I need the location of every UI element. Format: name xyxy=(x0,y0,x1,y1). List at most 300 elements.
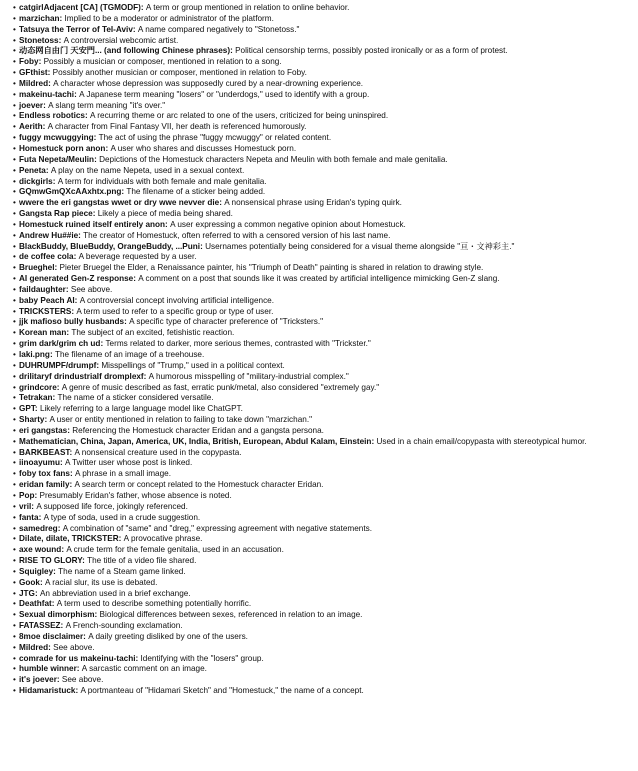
glossary-term: Tatsuya the Terror of Tel-Aviv xyxy=(19,24,133,34)
glossary-entry xyxy=(13,307,636,318)
glossary-entry xyxy=(13,426,636,437)
glossary-entry xyxy=(13,285,636,296)
bullet-icon: • xyxy=(13,3,16,12)
term-separator: : xyxy=(230,46,236,56)
glossary-entry xyxy=(13,3,636,14)
bullet-icon: • xyxy=(13,621,16,631)
term-separator: : xyxy=(83,631,89,641)
term-separator: : xyxy=(69,469,75,479)
glossary-entry xyxy=(13,578,636,589)
glossary-entry xyxy=(13,350,636,361)
glossary-entry xyxy=(13,372,636,383)
glossary-definition: A combination of "same" and "dreg," expressing agreement with negative statements. xyxy=(62,523,372,533)
term-separator: : xyxy=(124,317,130,327)
glossary-term: grim dark/grim ch ud xyxy=(19,339,101,349)
glossary-entry xyxy=(13,198,636,209)
glossary-term: Mildred xyxy=(19,642,49,652)
bullet-icon: • xyxy=(13,577,16,587)
bullet-icon: • xyxy=(13,89,16,99)
glossary-term: BlackBuddy, BlueBuddy, OrangeBuddy, ...Puni xyxy=(19,241,201,251)
bullet-icon: • xyxy=(13,122,16,132)
glossary-definition: Presumably Eridan's father, whose absence is noted. xyxy=(39,490,232,500)
term-separator: : xyxy=(94,610,100,620)
glossary-entry xyxy=(13,231,636,242)
glossary-term: Hidamaristuck xyxy=(19,686,76,696)
bullet-icon: • xyxy=(13,458,16,468)
term-separator: : xyxy=(75,686,81,696)
term-separator: : xyxy=(371,436,377,446)
glossary-entry xyxy=(13,25,636,36)
glossary-term: jjk mafioso bully husbands xyxy=(19,317,125,327)
glossary-term: vril xyxy=(19,501,32,511)
glossary-term: Homestuck ruined itself entirely anon xyxy=(19,219,166,229)
term-separator: : xyxy=(96,360,102,370)
glossary-entry xyxy=(13,664,636,675)
glossary-term: foby tox fans xyxy=(19,469,70,479)
glossary-term: catgirlAdjacent [CA] (TGMODF) xyxy=(19,3,141,12)
glossary-entry xyxy=(13,556,636,567)
glossary-definition: A sarcastic comment on an image. xyxy=(81,664,207,674)
glossary-definition: A provocative phrase. xyxy=(123,534,203,544)
glossary-term: Deathfat xyxy=(19,599,52,609)
term-separator: : xyxy=(73,252,79,262)
term-separator: : xyxy=(49,350,55,359)
glossary-definition: Used in a chain email/copypasta with stereotypical humor. xyxy=(376,436,587,446)
term-separator: : xyxy=(48,78,54,88)
bullet-icon: • xyxy=(13,393,16,403)
bullet-icon: • xyxy=(13,469,16,479)
term-separator: : xyxy=(59,13,65,23)
glossary-definition: A search term or concept related to the Homestuck character Eridan. xyxy=(74,480,324,490)
glossary-term: GPT xyxy=(19,404,35,414)
glossary-term: Gook xyxy=(19,577,40,587)
glossary-term: Korean man xyxy=(19,328,67,338)
bullet-icon: • xyxy=(13,252,16,262)
glossary-entry xyxy=(13,589,636,600)
term-separator: : xyxy=(43,100,49,110)
glossary-definition: Possibly a musician or composer, mentioned in relation to a song. xyxy=(43,57,282,67)
term-separator: : xyxy=(42,122,48,132)
glossary-list xyxy=(13,3,636,697)
glossary-definition: Referencing the Homestuck character Eridan and a gangsta persona. xyxy=(72,425,324,435)
glossary-term: samedreg xyxy=(19,523,58,533)
bullet-icon: • xyxy=(13,566,16,576)
glossary-term: TRICKSTERS xyxy=(19,306,72,316)
glossary-definition: A humorous misspelling of "military-industrial complex." xyxy=(148,371,349,381)
glossary-definition: A specific type of character preference of "Tricksters." xyxy=(129,317,324,327)
glossary-definition: A recurring theme or arc related to one of the users, criticized for being uninspired. xyxy=(90,111,389,121)
glossary-term: de coffee cola xyxy=(19,252,74,262)
term-separator: : xyxy=(38,512,44,522)
glossary-entry xyxy=(13,111,636,122)
glossary-entry xyxy=(13,534,636,545)
term-separator: : xyxy=(69,447,75,457)
glossary-entry xyxy=(13,415,636,426)
glossary-term: Pop xyxy=(19,490,35,500)
bullet-icon: • xyxy=(13,274,16,284)
glossary-definition: A French-sounding exclamation. xyxy=(65,621,183,631)
glossary-term: joever xyxy=(19,100,44,110)
glossary-entry xyxy=(13,437,636,448)
bullet-icon: • xyxy=(13,111,16,121)
glossary-definition: Likely referring to a large language model like ChatGPT. xyxy=(39,404,243,414)
glossary-entry xyxy=(13,513,636,524)
glossary-term: axe wound xyxy=(19,545,62,555)
term-separator: : xyxy=(39,577,45,587)
glossary-definition: Possibly another musician or composer, mentioned in relation to Foby. xyxy=(52,68,307,78)
glossary-term: DUHRUMPF/drumpf xyxy=(19,360,97,370)
bullet-icon: • xyxy=(13,100,16,110)
glossary-term: it's joever xyxy=(19,675,57,685)
glossary-term: JTG xyxy=(19,588,35,598)
glossary-entry xyxy=(13,469,636,480)
term-separator: : xyxy=(78,230,84,240)
bullet-icon: • xyxy=(13,512,16,522)
bullet-icon: • xyxy=(13,143,16,153)
glossary-term: marzichan xyxy=(19,13,60,23)
glossary-definition: A nonsensical phrase using Eridan's typing quirk. xyxy=(224,198,402,208)
term-separator: : xyxy=(66,328,72,338)
bullet-icon: • xyxy=(13,35,16,45)
glossary-definition: A slang term meaning "it's over." xyxy=(48,100,166,110)
glossary-entry xyxy=(13,220,636,231)
term-separator: : xyxy=(200,241,206,251)
glossary-entry xyxy=(13,383,636,394)
glossary-term: FATASSEZ xyxy=(19,621,61,631)
bullet-icon: • xyxy=(13,371,16,381)
bullet-icon: • xyxy=(13,78,16,88)
term-separator: : xyxy=(67,425,73,435)
glossary-entry xyxy=(13,567,636,578)
glossary-definition: Biological differences between sexes, referenced in relation to an image. xyxy=(99,610,363,620)
glossary-term: BARKBEAST xyxy=(19,447,70,457)
glossary-term: laki.png xyxy=(19,350,50,359)
term-separator: : xyxy=(118,534,124,544)
glossary-term: Brueghel xyxy=(19,263,55,273)
glossary-definition: A play on the name Nepeta, used in a sexual context. xyxy=(50,165,245,175)
bullet-icon: • xyxy=(13,534,16,544)
bullet-icon: • xyxy=(13,675,16,685)
bullet-icon: • xyxy=(13,68,16,78)
glossary-entry xyxy=(13,209,636,220)
glossary-definition: A crude term for the female genitalia, used in an accusation. xyxy=(66,545,284,555)
glossary-entry xyxy=(13,328,636,339)
glossary-entry xyxy=(13,643,636,654)
bullet-icon: • xyxy=(13,447,16,457)
term-separator: : xyxy=(56,382,62,392)
bullet-icon: • xyxy=(13,425,16,435)
bullet-icon: • xyxy=(13,610,16,620)
term-separator: : xyxy=(92,209,98,219)
glossary-term: faildaughter xyxy=(19,284,66,294)
glossary-term: Foby xyxy=(19,57,39,67)
bullet-icon: • xyxy=(13,46,16,56)
term-separator: : xyxy=(57,523,63,533)
bullet-icon: • xyxy=(13,501,16,511)
glossary-term: 8moe disclaimer xyxy=(19,631,84,641)
glossary-term: 动态网自由门 天安門... (and following Chinese phrases) xyxy=(19,46,231,56)
glossary-definition: The filename of a sticker being added. xyxy=(126,187,266,197)
bullet-icon: • xyxy=(13,382,16,392)
glossary-entry xyxy=(13,458,636,469)
term-separator: : xyxy=(34,588,40,598)
bullet-icon: • xyxy=(13,317,16,327)
glossary-term: Sexual dimorphism xyxy=(19,610,95,620)
glossary-entry xyxy=(13,448,636,459)
bullet-icon: • xyxy=(13,686,16,696)
bullet-icon: • xyxy=(13,480,16,490)
glossary-entry xyxy=(13,263,636,274)
glossary-definition: See above. xyxy=(53,642,95,652)
glossary-definition: A term used to describe something potentially horrific. xyxy=(56,599,252,609)
glossary-entry xyxy=(13,599,636,610)
glossary-entry xyxy=(13,122,636,133)
term-separator: : xyxy=(60,621,66,631)
glossary-definition: A Japanese term meaning "losers" or "underdogs," used to identify with a group. xyxy=(79,89,370,99)
bullet-icon: • xyxy=(13,165,16,175)
glossary-term: makeinu-tachi xyxy=(19,89,75,99)
glossary-definition: A term or group mentioned in relation to online behavior. xyxy=(145,3,350,12)
bullet-icon: • xyxy=(13,187,16,197)
glossary-definition: A comment on a post that sounds like it was created by artificial intelligence mimicking Gen-Z slang. xyxy=(138,274,500,284)
glossary-definition: The subject of an excited, fetishistic reaction. xyxy=(71,328,235,338)
bullet-icon: • xyxy=(13,263,16,273)
glossary-term: dickgirls xyxy=(19,176,53,186)
bullet-icon: • xyxy=(13,599,16,609)
glossary-term: humble winner xyxy=(19,664,77,674)
glossary-definition: A user or entity mentioned in relation to failing to take down "marzichan." xyxy=(49,415,312,425)
glossary-term: Squigley xyxy=(19,566,54,576)
term-separator: : xyxy=(58,35,64,45)
glossary-term: GQmwGmQXcAAxhtx.png xyxy=(19,187,122,197)
glossary-term: RISE TO GLORY xyxy=(19,556,83,566)
glossary-entry xyxy=(13,187,636,198)
bullet-icon: • xyxy=(13,631,16,641)
term-separator: : xyxy=(105,143,111,153)
glossary-definition: Pieter Bruegel the Elder, a Renaissance painter, his "Triumph of Death" painting is shared in relation to drawing style. xyxy=(59,263,484,273)
glossary-definition: A portmanteau of "Hidamari Sketch" and "Homestuck," the name of a concept. xyxy=(80,686,364,696)
glossary-definition: A supposed life force, jokingly referenced. xyxy=(36,501,188,511)
glossary-definition: Likely a piece of media being shared. xyxy=(97,209,233,219)
glossary-entry xyxy=(13,166,636,177)
term-separator: : xyxy=(165,219,171,229)
term-separator: : xyxy=(52,176,58,186)
glossary-definition: Depictions of the Homestuck characters Nepeta and Meulin with both female and male genitalia. xyxy=(99,154,448,164)
glossary-definition: A daily greeting disliked by one of the users. xyxy=(88,631,248,641)
term-separator: : xyxy=(76,664,82,674)
bullet-icon: • xyxy=(13,642,16,652)
glossary-entry xyxy=(13,177,636,188)
glossary-definition: The name of a sticker considered versatile. xyxy=(57,393,214,403)
glossary-entry xyxy=(13,296,636,307)
glossary-term: fanta xyxy=(19,512,39,522)
term-separator: : xyxy=(54,263,60,273)
term-separator: : xyxy=(94,154,100,164)
glossary-definition: A beverage requested by a user. xyxy=(78,252,197,262)
bullet-icon: • xyxy=(13,176,16,186)
bullet-icon: • xyxy=(13,545,16,555)
term-separator: : xyxy=(133,274,139,284)
bullet-icon: • xyxy=(13,154,16,164)
term-separator: : xyxy=(47,68,53,78)
glossary-definition: The act of using the phrase "fuggy mcwuggy" or related content. xyxy=(98,133,332,143)
glossary-entry xyxy=(13,14,636,25)
glossary-entry xyxy=(13,57,636,68)
term-separator: : xyxy=(69,480,75,490)
term-separator: : xyxy=(48,642,54,652)
glossary-entry xyxy=(13,621,636,632)
bullet-icon: • xyxy=(13,295,16,305)
term-separator: : xyxy=(61,545,67,555)
glossary-entry xyxy=(13,317,636,328)
bullet-icon: • xyxy=(13,57,16,67)
glossary-entry xyxy=(13,242,636,253)
glossary-term: baby Peach AI xyxy=(19,295,75,305)
term-separator: : xyxy=(71,306,77,316)
term-separator: : xyxy=(51,599,57,609)
glossary-entry xyxy=(13,491,636,502)
bullet-icon: • xyxy=(13,653,16,663)
glossary-term: Futa Nepeta/Meulin xyxy=(19,154,95,164)
bullet-icon: • xyxy=(13,198,16,208)
glossary-definition: The title of a video file shared. xyxy=(87,556,197,566)
glossary-definition: A term used to refer to a specific group or type of user. xyxy=(76,306,274,316)
term-separator: : xyxy=(31,501,37,511)
glossary-entry xyxy=(13,675,636,686)
glossary-definition: See above. xyxy=(61,675,104,685)
glossary-entry xyxy=(13,36,636,47)
glossary-term: drilitaryf drindustrialf dromplexf xyxy=(19,371,144,381)
bullet-icon: • xyxy=(13,664,16,674)
glossary-definition: Usernames potentially being considered for a visual theme alongside "亘・文神彩主." xyxy=(205,241,515,251)
glossary-definition: A genre of music described as fast, erratic punk/metal, also considered "extremely gay." xyxy=(61,382,380,392)
glossary-entry xyxy=(13,502,636,513)
glossary-term: Andrew Hu##ie xyxy=(19,230,79,240)
glossary-definition: A name compared negatively to "Stonetoss." xyxy=(137,24,300,34)
bullet-icon: • xyxy=(13,523,16,533)
glossary-entry xyxy=(13,632,636,643)
term-separator: : xyxy=(34,404,40,414)
bullet-icon: • xyxy=(13,350,16,359)
bullet-icon: • xyxy=(13,13,16,23)
term-separator: : xyxy=(44,415,50,425)
glossary-definition: A racial slur, its use is debated. xyxy=(44,577,158,587)
term-separator: : xyxy=(93,133,99,143)
glossary-term: Dilate, dilate, TRICKSTER xyxy=(19,534,119,544)
glossary-term: eridan family xyxy=(19,480,70,490)
bullet-icon: • xyxy=(13,328,16,338)
bullet-icon: • xyxy=(13,339,16,349)
term-separator: : xyxy=(140,3,146,12)
glossary-definition: The name of a Steam game linked. xyxy=(58,566,186,576)
bullet-icon: • xyxy=(13,219,16,229)
bullet-icon: • xyxy=(13,306,16,316)
term-separator: : xyxy=(34,490,40,500)
glossary-definition: See above. xyxy=(70,284,113,294)
term-separator: : xyxy=(74,295,80,305)
glossary-definition: Identifying with the "losers" group. xyxy=(140,653,264,663)
bullet-icon: • xyxy=(13,230,16,240)
glossary-definition: A nonsensical creature used in the copypasta. xyxy=(74,447,242,457)
glossary-definition: A type of soda, used in a crude suggestion. xyxy=(43,512,201,522)
glossary-term: Peneta xyxy=(19,165,46,175)
glossary-definition: Misspellings of "Trump," used in a political context. xyxy=(101,360,285,370)
term-separator: : xyxy=(59,458,65,468)
glossary-entry xyxy=(13,46,636,57)
glossary-entry xyxy=(13,101,636,112)
glossary-entry xyxy=(13,339,636,350)
term-separator: : xyxy=(84,111,90,121)
term-separator: : xyxy=(52,393,58,403)
term-separator: : xyxy=(143,371,149,381)
term-separator: : xyxy=(74,89,80,99)
term-separator: : xyxy=(45,165,51,175)
bullet-icon: • xyxy=(13,24,16,34)
glossary-term: fuggy mcwuggying xyxy=(19,133,94,143)
glossary-entry xyxy=(13,68,636,79)
bullet-icon: • xyxy=(13,133,16,143)
glossary-definition: The creator of Homestuck, often referred to with a censored version of his last name. xyxy=(83,230,391,240)
glossary-entry xyxy=(13,654,636,665)
term-separator: : xyxy=(135,653,141,663)
glossary-entry xyxy=(13,545,636,556)
glossary-term: Homestuck porn anon xyxy=(19,143,106,153)
glossary-entry xyxy=(13,274,636,285)
glossary-term: Sharty xyxy=(19,415,45,425)
glossary-entry xyxy=(13,133,636,144)
glossary-term: Mathematician, China, Japan, America, UK, India, British, European, Abdul Kalam, Einstein xyxy=(19,436,372,446)
term-separator: : xyxy=(219,198,225,208)
glossary-definition: A Twitter user whose post is linked. xyxy=(64,458,193,468)
term-separator: : xyxy=(121,187,127,197)
glossary-entry xyxy=(13,393,636,404)
glossary-term: iinoayumu xyxy=(19,458,60,468)
glossary-term: grindcore xyxy=(19,382,57,392)
glossary-entry xyxy=(13,90,636,101)
glossary-entry xyxy=(13,610,636,621)
glossary-entry xyxy=(13,480,636,491)
glossary-definition: A controversial concept involving artificial intelligence. xyxy=(79,295,275,305)
term-separator: : xyxy=(132,24,138,34)
glossary-term: GFthist xyxy=(19,68,48,78)
bullet-icon: • xyxy=(13,490,16,500)
term-separator: : xyxy=(56,675,62,685)
glossary-entry xyxy=(13,252,636,263)
glossary-term: Endless robotics xyxy=(19,111,85,121)
glossary-definition: The filename of an image of a treehouse. xyxy=(54,350,205,359)
bullet-icon: • xyxy=(13,209,16,219)
bullet-icon: • xyxy=(13,241,16,251)
glossary-entry xyxy=(13,155,636,166)
glossary-definition: Political censorship terms, possibly posted ironically or as a form of protest. xyxy=(235,46,508,56)
glossary-term: eri gangstas xyxy=(19,425,68,435)
term-separator: : xyxy=(38,57,44,67)
glossary-definition: A character from Final Fantasy VII, her death is referenced humorously. xyxy=(47,122,307,132)
glossary-definition: A term for individuals with both female and male genitalia. xyxy=(57,176,267,186)
glossary-definition: A phrase in a small image. xyxy=(74,469,171,479)
bullet-icon: • xyxy=(13,284,16,294)
term-separator: : xyxy=(65,284,71,294)
glossary-definition: A character whose depression was supposedly cured by a near-drowning experience. xyxy=(53,78,364,88)
glossary-term: Stonetoss xyxy=(19,35,59,45)
bullet-icon: • xyxy=(13,404,16,414)
term-separator: : xyxy=(82,556,88,566)
glossary-term: Aerith xyxy=(19,122,43,132)
glossary-definition: An abbreviation used in a brief exchange. xyxy=(39,588,191,598)
glossary-definition: A controversial webcomic artist. xyxy=(63,35,179,45)
bullet-icon: • xyxy=(13,360,16,370)
glossary-term: wwere the eri gangstas wwet or dry wwe nevver die xyxy=(19,198,220,208)
